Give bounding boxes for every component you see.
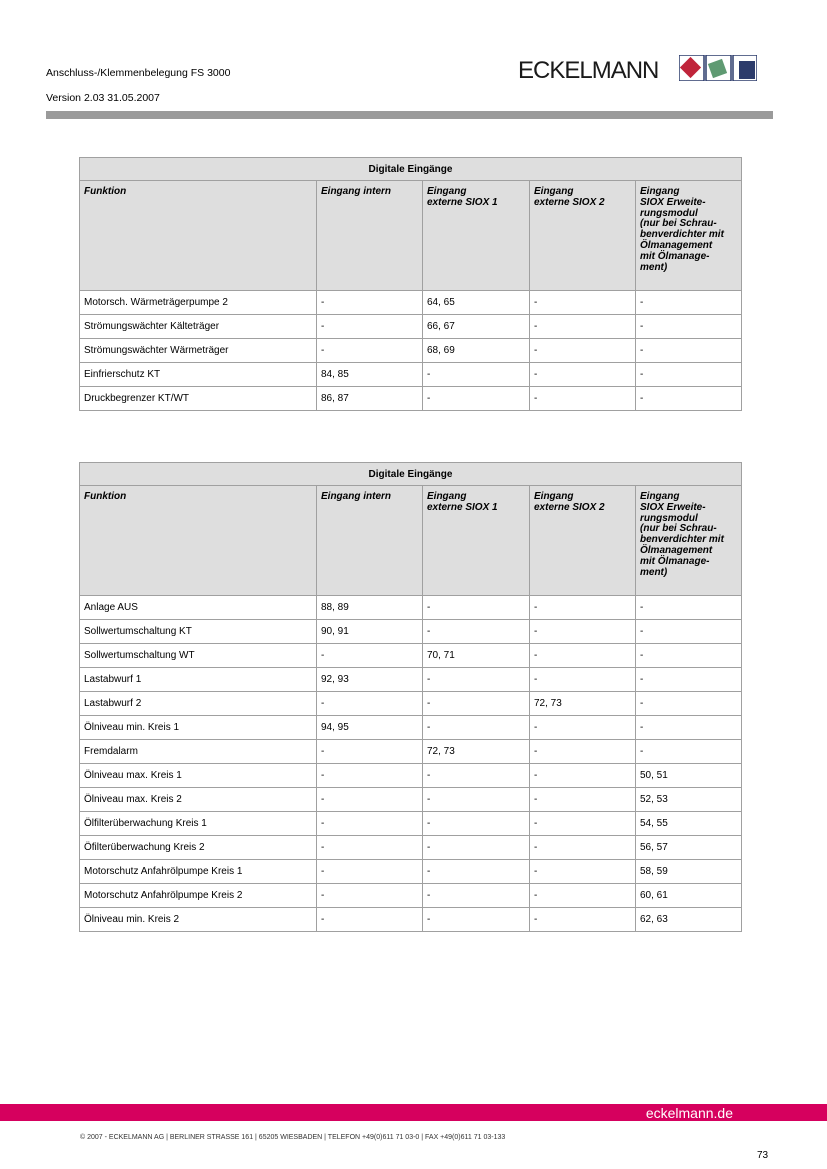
table-cell: Motorsch. Wärmeträgerpumpe 2 xyxy=(80,291,317,315)
table-cell: 66, 67 xyxy=(423,315,530,339)
table-cell: Strömungswächter Kälteträger xyxy=(80,315,317,339)
table-cell: - xyxy=(636,668,742,692)
table-row xyxy=(80,836,742,860)
table-cell: Sollwertumschaltung KT xyxy=(80,620,317,644)
table-cell: - xyxy=(636,339,742,363)
table-cell: - xyxy=(530,315,636,339)
table-cell: - xyxy=(530,620,636,644)
table-cell: Ölniveau max. Kreis 2 xyxy=(80,788,317,812)
table-cell: - xyxy=(317,860,423,884)
table-cell: - xyxy=(530,387,636,411)
footer-copyright: © 2007 - ECKELMANN AG | BERLINER STRASSE 161 | 65205 WIESBADEN | TELEFON +49(0)611 71 03-0 | FAX +49(0)611 71 03-133 xyxy=(80,1134,506,1141)
table-cell: - xyxy=(636,620,742,644)
table-cell: - xyxy=(530,884,636,908)
table-cell: 88, 89 xyxy=(317,596,423,620)
table-cell: 62, 63 xyxy=(636,908,742,932)
table-cell: - xyxy=(530,716,636,740)
table-row xyxy=(80,884,742,908)
table-cell: - xyxy=(636,692,742,716)
table-cell: Öfilterüberwachung Kreis 2 xyxy=(80,836,317,860)
table-cell: - xyxy=(317,315,423,339)
table-cell: Einfrierschutz KT xyxy=(80,363,317,387)
table-cell: - xyxy=(530,812,636,836)
table-cell: - xyxy=(317,908,423,932)
table-row xyxy=(80,291,742,315)
table-cell: 68, 69 xyxy=(423,339,530,363)
logo-squares-icon xyxy=(679,55,757,81)
table-cell: Motorschutz Anfahrölpumpe Kreis 1 xyxy=(80,860,317,884)
table-cell: - xyxy=(636,716,742,740)
table-caption: Digitale Eingänge xyxy=(80,158,742,181)
digital-inputs-table-1 xyxy=(79,157,742,411)
column-header: Funktion xyxy=(80,486,317,596)
column-header: Eingang intern xyxy=(317,181,423,291)
table-row xyxy=(80,788,742,812)
table-row xyxy=(80,620,742,644)
table-cell: - xyxy=(530,339,636,363)
table-row xyxy=(80,692,742,716)
table-row xyxy=(80,740,742,764)
table-cell: 86, 87 xyxy=(317,387,423,411)
table-cell: - xyxy=(530,788,636,812)
table-cell: - xyxy=(423,716,530,740)
column-header: Funktion xyxy=(80,181,317,291)
table-cell: Druckbegrenzer KT/WT xyxy=(80,387,317,411)
table-row xyxy=(80,812,742,836)
table-cell: 92, 93 xyxy=(317,668,423,692)
table-cell: - xyxy=(423,860,530,884)
table-cell: - xyxy=(530,668,636,692)
table-cell: - xyxy=(636,363,742,387)
column-header: Eingang SIOX Erweite- rungsmodul (nur bei Schrau- benverdichter mit Ölmanagement mit Ölmanage- ment) xyxy=(636,486,742,596)
table-cell: - xyxy=(636,644,742,668)
table-caption: Digitale Eingänge xyxy=(80,463,742,486)
table-row xyxy=(80,596,742,620)
table-cell: 50, 51 xyxy=(636,764,742,788)
table-cell: - xyxy=(636,596,742,620)
table-cell: - xyxy=(530,644,636,668)
table-cell: - xyxy=(423,812,530,836)
table-cell: Lastabwurf 2 xyxy=(80,692,317,716)
table-cell: - xyxy=(636,291,742,315)
page-number: 73 xyxy=(757,1150,769,1161)
table-cell: - xyxy=(423,764,530,788)
table-cell: - xyxy=(423,620,530,644)
table-cell: - xyxy=(530,860,636,884)
table-cell: 52, 53 xyxy=(636,788,742,812)
table-cell: - xyxy=(317,788,423,812)
table-cell: - xyxy=(317,812,423,836)
table-cell: 90, 91 xyxy=(317,620,423,644)
table-cell: - xyxy=(317,740,423,764)
table-cell: Fremdalarm xyxy=(80,740,317,764)
column-header: Eingang externe SIOX 2 xyxy=(530,486,636,596)
table-cell: - xyxy=(530,740,636,764)
table-row xyxy=(80,339,742,363)
table-cell: - xyxy=(423,363,530,387)
table-cell: 72, 73 xyxy=(423,740,530,764)
table-cell: - xyxy=(423,884,530,908)
table-cell: - xyxy=(530,764,636,788)
table-cell: - xyxy=(423,668,530,692)
table-row xyxy=(80,315,742,339)
table-cell: - xyxy=(530,596,636,620)
table-cell: Strömungswächter Wärmeträger xyxy=(80,339,317,363)
table-cell: - xyxy=(530,291,636,315)
table-row xyxy=(80,668,742,692)
column-header: Eingang externe SIOX 2 xyxy=(530,181,636,291)
table-cell: 72, 73 xyxy=(530,692,636,716)
table-cell: Anlage AUS xyxy=(80,596,317,620)
table-cell: - xyxy=(317,764,423,788)
table-row xyxy=(80,908,742,932)
eckelmann-logo xyxy=(518,55,758,83)
table-cell: 60, 61 xyxy=(636,884,742,908)
footer-website-link[interactable]: eckelmann.de xyxy=(645,1105,733,1121)
table-cell: 64, 65 xyxy=(423,291,530,315)
table-row xyxy=(80,764,742,788)
column-header: Eingang intern xyxy=(317,486,423,596)
column-header: Eingang externe SIOX 1 xyxy=(423,181,530,291)
column-header: Eingang externe SIOX 1 xyxy=(423,486,530,596)
table-cell: 84, 85 xyxy=(317,363,423,387)
table-cell: Ölniveau min. Kreis 1 xyxy=(80,716,317,740)
table-cell: - xyxy=(530,363,636,387)
table-cell: - xyxy=(423,908,530,932)
table-cell: - xyxy=(423,596,530,620)
table-row xyxy=(80,363,742,387)
header-divider xyxy=(46,111,773,119)
table-cell: Lastabwurf 1 xyxy=(80,668,317,692)
table-cell: Ölniveau min. Kreis 2 xyxy=(80,908,317,932)
table-cell: - xyxy=(317,291,423,315)
document-version: Version 2.03 31.05.2007 xyxy=(46,92,160,104)
table-cell: - xyxy=(636,387,742,411)
table-cell: 94, 95 xyxy=(317,716,423,740)
table-cell: - xyxy=(423,836,530,860)
table-cell: - xyxy=(317,884,423,908)
table-cell: - xyxy=(530,836,636,860)
table-cell: Sollwertumschaltung WT xyxy=(80,644,317,668)
table-cell: - xyxy=(423,387,530,411)
table-cell: Ölfilterüberwachung Kreis 1 xyxy=(80,812,317,836)
table-cell: 70, 71 xyxy=(423,644,530,668)
logo-text: ECKELMANN xyxy=(518,57,659,84)
table-cell: - xyxy=(530,908,636,932)
column-header: Eingang SIOX Erweite- rungsmodul (nur bei Schrau- benverdichter mit Ölmanagement mit Ölmanage- ment) xyxy=(636,181,742,291)
table-cell: - xyxy=(423,692,530,716)
table-cell: Ölniveau max. Kreis 1 xyxy=(80,764,317,788)
table-row xyxy=(80,860,742,884)
table-cell: 56, 57 xyxy=(636,836,742,860)
digital-inputs-table-2 xyxy=(79,462,742,932)
table-cell: - xyxy=(317,836,423,860)
table-row xyxy=(80,716,742,740)
table-cell: - xyxy=(636,315,742,339)
table-cell: - xyxy=(423,788,530,812)
table-row xyxy=(80,387,742,411)
table-cell: - xyxy=(317,644,423,668)
table-cell: 58, 59 xyxy=(636,860,742,884)
document-title: Anschluss-/Klemmenbelegung FS 3000 xyxy=(46,67,231,79)
table-cell: - xyxy=(317,339,423,363)
table-cell: - xyxy=(317,692,423,716)
table-cell: 54, 55 xyxy=(636,812,742,836)
table-cell: - xyxy=(636,740,742,764)
table-cell: Motorschutz Anfahrölpumpe Kreis 2 xyxy=(80,884,317,908)
table-row xyxy=(80,644,742,668)
